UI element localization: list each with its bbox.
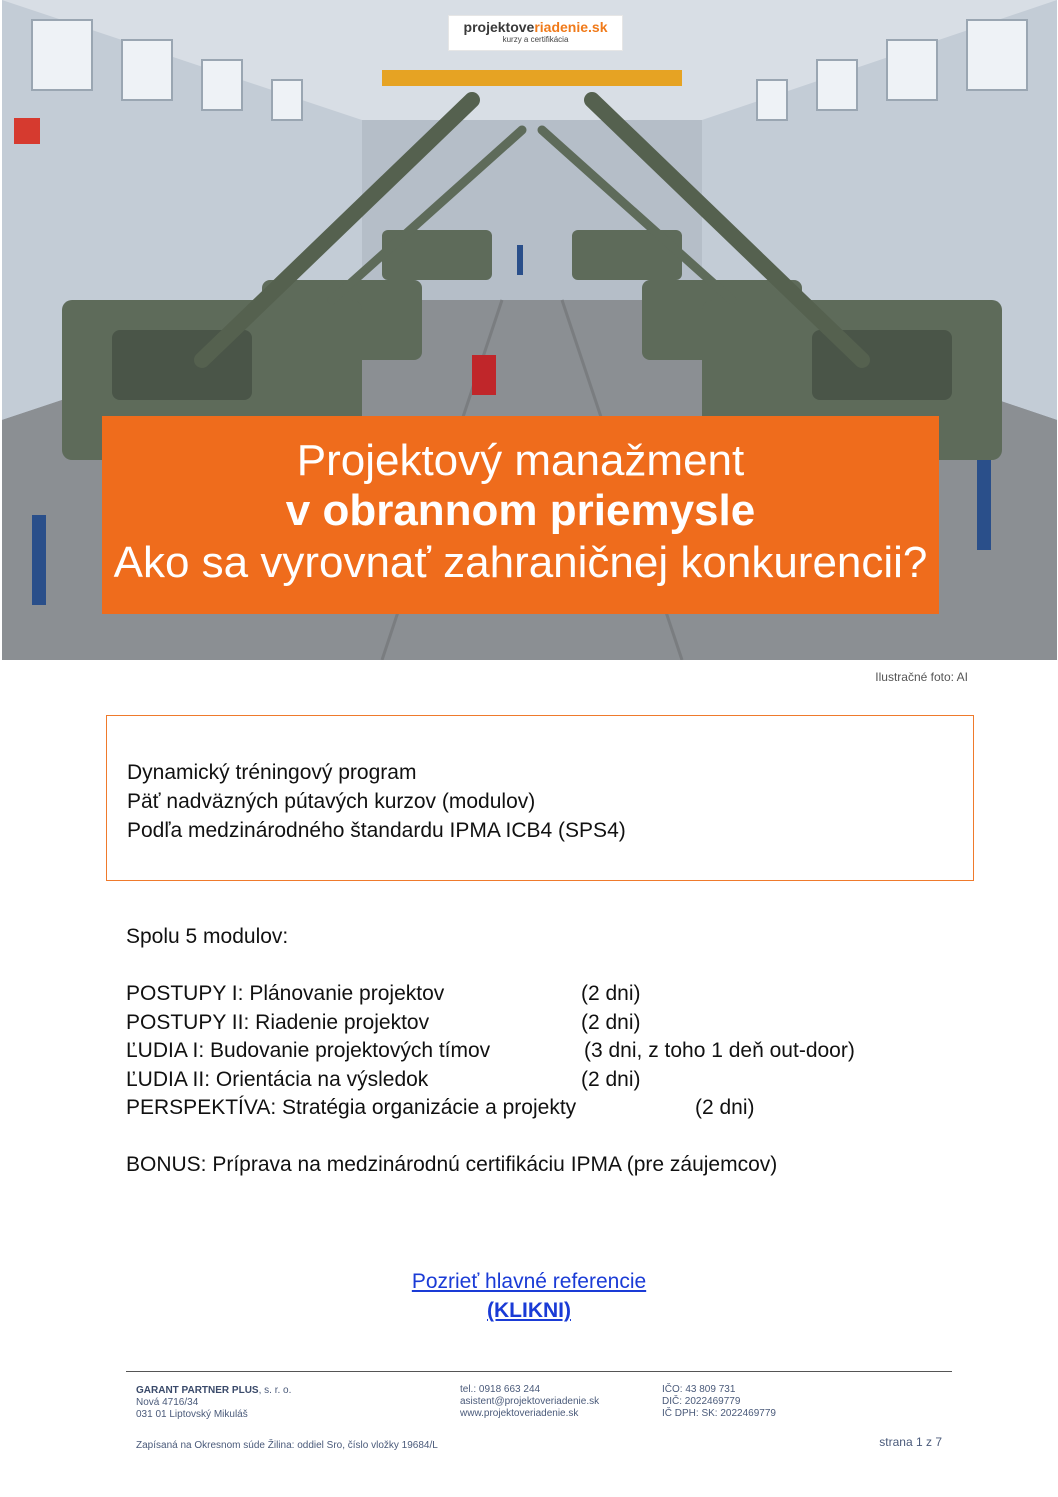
reference-click-line (0, 1299, 1058, 1323)
footer-web[interactable]: www.projektoveriadenie.sk (460, 1408, 579, 1419)
module-name: PERSPEKTÍVA: Stratégia organizácie a projekty (126, 1096, 577, 1119)
intro-line: Päť nadväzných pútavých kurzov (modulov) (127, 790, 536, 813)
reference-line (0, 1270, 1058, 1294)
module-row (126, 1094, 777, 1123)
intro-line: Dynamický tréningový program (127, 761, 417, 784)
footer-icdph: IČ DPH: SK: 2022469779 (662, 1408, 776, 1419)
banner-subtitle: v obrannom priemysle (285, 486, 756, 535)
logo (448, 15, 623, 51)
title-banner (102, 416, 939, 614)
reference-click-link[interactable]: (KLIKNI) (487, 1299, 571, 1322)
footer-divider (126, 1371, 952, 1372)
module-duration: (2 dni) (581, 1067, 641, 1091)
bonus-line: BONUS: Príprava na medzinárodnú certifikáciu IPMA (pre záujemcov) (126, 1153, 778, 1176)
reference-link[interactable]: Pozrieť hlavné referencie (411, 1270, 647, 1293)
footer-dic: DIČ: 2022469779 (662, 1396, 741, 1407)
module-name: POSTUPY I: Plánovanie projektov (126, 982, 445, 1005)
logo-tagline: kurzy a certifikácia (502, 35, 569, 44)
footer-email[interactable]: asistent@projektoveriadenie.sk (460, 1396, 600, 1407)
footer-registration: Zapísaná na Okresnom súde Žilina: oddiel Sro, číslo vložky 19684/L (136, 1440, 438, 1451)
module-name: POSTUPY II: Riadenie projektov (126, 1010, 430, 1034)
logo-wordmark: projektoveriadenie.sk (463, 19, 608, 35)
footer-tel: tel.: 0918 663 244 (460, 1384, 541, 1395)
company-name: GARANT PARTNER PLUS (136, 1385, 259, 1396)
module-name: ĽUDIA I: Budovanie projektových tímov (126, 1039, 491, 1062)
footer-company (136, 1385, 291, 1421)
photo-caption: Ilustračné foto: AI (875, 670, 968, 684)
company-city: 031 01 Liptovský Mikuláš (136, 1409, 248, 1420)
banner-question: Ako sa vyrovnať zahraničnej konkurencii? (113, 538, 928, 587)
module-row (126, 1037, 855, 1066)
modules-section (126, 923, 855, 1180)
module-duration: (2 dni) (581, 982, 641, 1005)
module-row (126, 1066, 777, 1095)
module-duration: (2 dni) (695, 1096, 755, 1119)
intro-box (106, 715, 974, 881)
intro-line: Podľa medzinárodného štandardu IPMA ICB4 (SPS4) (127, 819, 626, 842)
footer-ids (662, 1384, 776, 1420)
page-number: strana 1 z 7 (879, 1435, 942, 1449)
module-name: ĽUDIA II: Orientácia na výsledok (126, 1067, 429, 1091)
banner-title: Projektový manažment (296, 436, 745, 485)
footer-contact (460, 1384, 599, 1420)
module-duration: (2 dni) (581, 1010, 641, 1034)
modules-heading: Spolu 5 modulov: (126, 925, 289, 948)
hero-illustration (2, 0, 1057, 660)
company-suffix: , s. r. o. (258, 1385, 292, 1396)
module-row (126, 1009, 777, 1038)
company-street: Nová 4716/34 (136, 1397, 199, 1408)
module-row (126, 980, 777, 1009)
module-duration: (3 dni, z toho 1 deň out-door) (584, 1039, 855, 1062)
footer-ico: IČO: 43 809 731 (662, 1384, 736, 1395)
